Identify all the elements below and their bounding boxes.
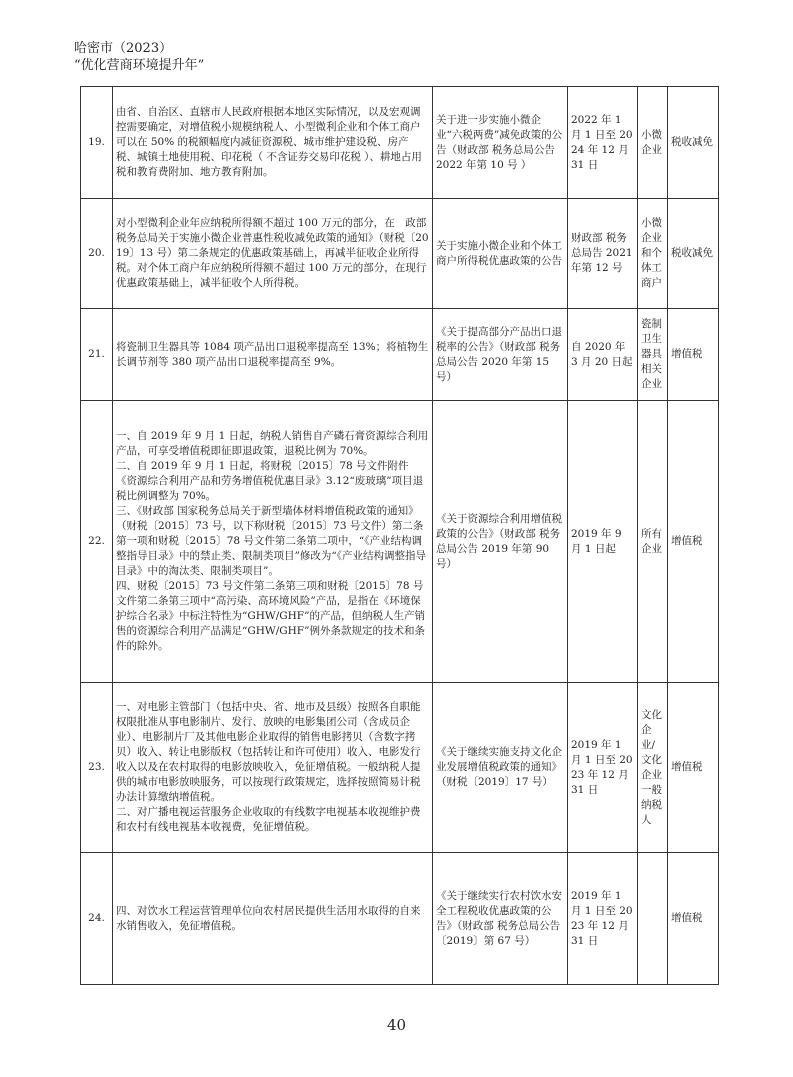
- policy-scope: [638, 853, 668, 985]
- policy-content: 对小型微利企业年应纳税所得额不超过 100 万元的部分，在 政部 税务总局关于实施小微企业普惠性税收减免政策的通知》（财税〔2019〕13 号）第二条规定的优惠政策基础上，再减半征收企业所得税。对个体工商户年应纳税所得额不超过 100 万元的部分，在现行优惠政策基础上，减半征收个人所得税。: [113, 199, 433, 309]
- header-city-year: 哈密市（2023）: [74, 41, 173, 56]
- policy-basis: 《关于提高部分产品出口退税率的公告》（财政部 税务总局公告 2020 年第 15 号）: [433, 309, 568, 401]
- policy-type: 增值税: [668, 401, 719, 683]
- policy-type: 增值税: [668, 683, 719, 853]
- policy-content: 由省、自治区、直辖市人民政府根据本地区实际情况，以及宏观调控需要确定，对增值税小规模纳税人、小型微利企业和个体工商户可以在 50% 的税额幅度内减征资源税、城市维护建设税、房产税、城镇土地使用税、印花税（ 不含证券交易印花税 ）、耕地占用税和教育费附加、地方教育附加。: [113, 87, 433, 199]
- policy-content: 将瓷制卫生器具等 1084 项产品出口退税率提高至 13%；将植物生长调节剂等 380 项产品出口退税率提高至 9%。: [113, 309, 433, 401]
- header-campaign-title: “优化营商环境提升年”: [74, 58, 205, 73]
- policy-content: 一、自 2019 年 9 月 1 日起，纳税人销售自产磷石膏资源综合利用产品，可享受增值税即征即退政策，退税比例为 70%。 二、自 2019 年 9 月 1 日起，将财税〔2015〕78 号文件附件《资源综合利用产品和劳务增值税优惠目录》3.12“废玻璃”项目退税比例调整为 70%。 三、《财政部 国家税务总局关于新型墙体材料增值税政策的通知》（财税〔2015〕73 号，以下称财税〔2015〕73 号文件）第二条第一项和财税〔2015〕78 号文件第二条第二项中，“《产业结构调整指导目录》中的禁止类、限制类项目”修改为“《产业结构调整指导目录》中的淘汰类、限制类项目”。 四、财税〔2015〕73 号文件第二条第三项和财税〔2015〕78 号文件第二条第三项中“高污染、高环境风险”产品，是指在《环境保护综合名录》中标注特性为“GHW/GHF”的产品，但纳税人生产销售的资源综合利用产品满足“GHW/GHF”例外条款规定的技术和条件的除外。: [113, 401, 433, 683]
- row-number: 20.: [81, 199, 113, 309]
- table-row: [81, 87, 719, 199]
- policy-basis: 关于进一步实施小微企业“六税两费”减免政策的公告（财政部 税务总局公告 2022 年第 10 号 ）: [433, 87, 568, 199]
- table-row: [81, 309, 719, 401]
- row-number: 19.: [81, 87, 113, 199]
- row-number: 21.: [81, 309, 113, 401]
- policy-table: [80, 86, 719, 985]
- policy-scope: 瓷制卫生器具相关企业: [638, 309, 668, 401]
- policy-basis: 《关于继续实施支持文化企业发展增值税政策的通知》（财税〔2019〕17 号）: [433, 683, 568, 853]
- policy-period: 2019 年 1 月 1 日至 2023 年 12 月 31 日: [568, 853, 638, 985]
- row-number: 22.: [81, 401, 113, 683]
- policy-scope: 文化企业/文化企业一般纳税人: [638, 683, 668, 853]
- policy-basis: 关于实施小微企业和个体工商户所得税优惠政策的公告: [433, 199, 568, 309]
- policy-content: 四、对饮水工程运营管理单位向农村居民提供生活用水取得的自来水销售收入，免征增值税。: [113, 853, 433, 985]
- policy-period: 2022 年 1 月 1 日至 2024 年 12 月 31 日: [568, 87, 638, 199]
- row-number: 24.: [81, 853, 113, 985]
- policy-basis: 《关于继续实行农村饮水安全工程税收优惠政策的公告》（财政部 税务总局公告〔2019〕第 67 号）: [433, 853, 568, 985]
- policy-scope: 小微企业: [638, 87, 668, 199]
- policy-content: 一、对电影主管部门（包括中央、省、地市及县级）按照各自职能权限批准从事电影制片、发行、放映的电影集团公司（含成员企业）、电影制片厂及其他电影企业取得的销售电影拷贝（含数字拷贝）收入、转让电影版权（包括转让和许可使用）收入、电影发行收入以及在农村取得的电影放映收入，免征增值税。一般纳税人提供的城市电影放映服务，可以按现行政策规定，选择按照简易计税办法计算缴纳增值税。 二、对广播电视运营服务企业收取的有线数字电视基本收视维护费和农村有线电视基本收视费，免征增值税。: [113, 683, 433, 853]
- policy-scope: 所有企业: [638, 401, 668, 683]
- row-number: 23.: [81, 683, 113, 853]
- policy-basis: 《关于资源综合利用增值税政策的公告》（财政部 税务总局公告 2019 年第 90 号）: [433, 401, 568, 683]
- policy-period: 2019 年 9 月 1 日起: [568, 401, 638, 683]
- table-row: [81, 853, 719, 985]
- policy-type: 增值税: [668, 309, 719, 401]
- table-row: [81, 199, 719, 309]
- policy-period: 财政部 税务总局告 2021 年第 12 号: [568, 199, 638, 309]
- policy-period: 自 2020 年 3 月 20 日起: [568, 309, 638, 401]
- policy-scope: 小微企业和个体工商户: [638, 199, 668, 309]
- document-header: [74, 40, 204, 74]
- table-row: [81, 683, 719, 853]
- policy-period: 2019 年 1 月 1 日至 2023 年 12 月 31 日: [568, 683, 638, 853]
- table-row: [81, 401, 719, 683]
- page-number: 40: [386, 1016, 407, 1034]
- policy-type: 增值税: [668, 853, 719, 985]
- policy-type: 税收减免: [668, 199, 719, 309]
- policy-type: 税收减免: [668, 87, 719, 199]
